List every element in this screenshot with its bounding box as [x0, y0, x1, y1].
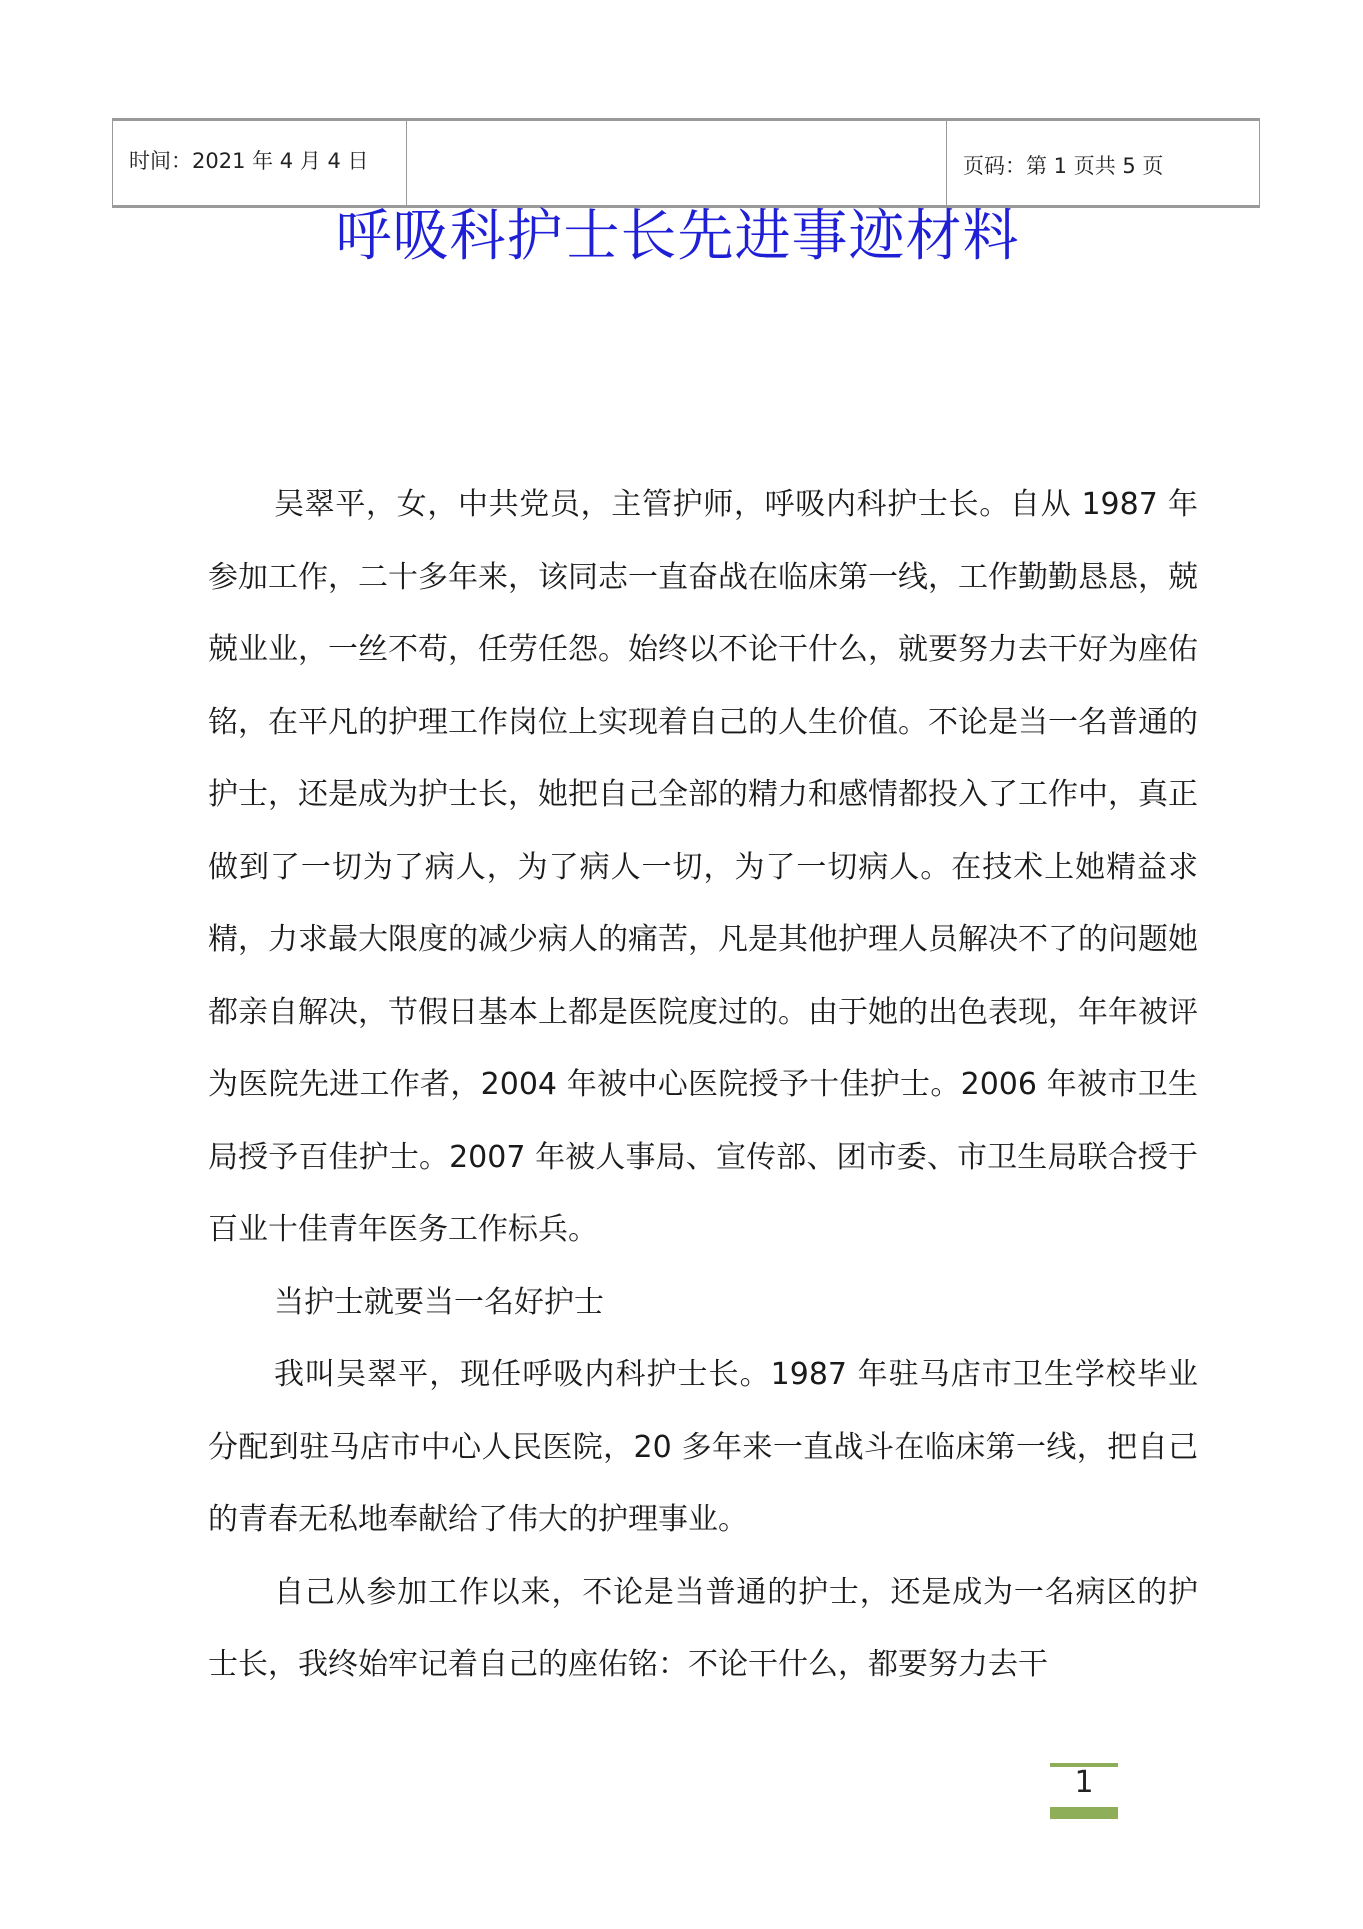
page-number-bottom-bar [1050, 1807, 1118, 1819]
page-number-text: 1 [1074, 1765, 1094, 1800]
paragraph-1: 吴翠平，女，中共党员，主管护师，呼吸内科护士长。自从 1987 年参加工作，二十多年来，该同志一直奋战在临床第一线，工作勤勤恳恳，兢兢业业，一丝不苟，任劳任怨。始终以不论干什么，就要努力去干好为座佑铭，在平凡的护理工作岗位上实现着自己的人生价值。不论是当一名普通的护士，还是成为护士长，她把自己全部的精力和感情都投入了工作中，真正做到了一切为了病人，为了病人一切，为了一切病人。在技术上她精益求精，力求最大限度的减少病人的痛苦，凡是其他护理人员解决不了的问题她都亲自解决，节假日基本上都是医院度过的。由于她的出色表现，年年被评为医院先进工作者，2004 年被中心医院授予十佳护士。2006 年被市卫生局授予百佳护士。2007 年被人事局、宣传部、团市委、市卫生局联合授于百业十佳青年医务工作标兵。 [208, 487, 1198, 1247]
header-date: 时间：2021 年 4 月 4 日 [129, 149, 369, 173]
paragraph-4: 自己从参加工作以来，不论是当普通的护士，还是成为一名病区的护士长，我终始牢记着自己的座佑铭：不论干什么，都要努力去干 [208, 1574, 1198, 1682]
footer-page-number [1050, 1763, 1118, 1815]
document-body [208, 469, 1198, 1702]
paragraph-2: 当护士就要当一名好护士 [274, 1284, 604, 1320]
document-title-text: 呼吸科护士长先进事迹材料 [335, 204, 1020, 269]
document-title [0, 192, 1363, 272]
paragraph-3: 我叫吴翠平，现任呼吸内科护士长。1987 年驻马店市卫生学校毕业分配到驻马店市中心人民医院，20 多年来一直战斗在临床第一线，把自己的青春无私地奉献给了伟大的护理事业。 [208, 1357, 1198, 1537]
header-page-label: 页码：第 1 页共 5 页 [963, 154, 1164, 178]
